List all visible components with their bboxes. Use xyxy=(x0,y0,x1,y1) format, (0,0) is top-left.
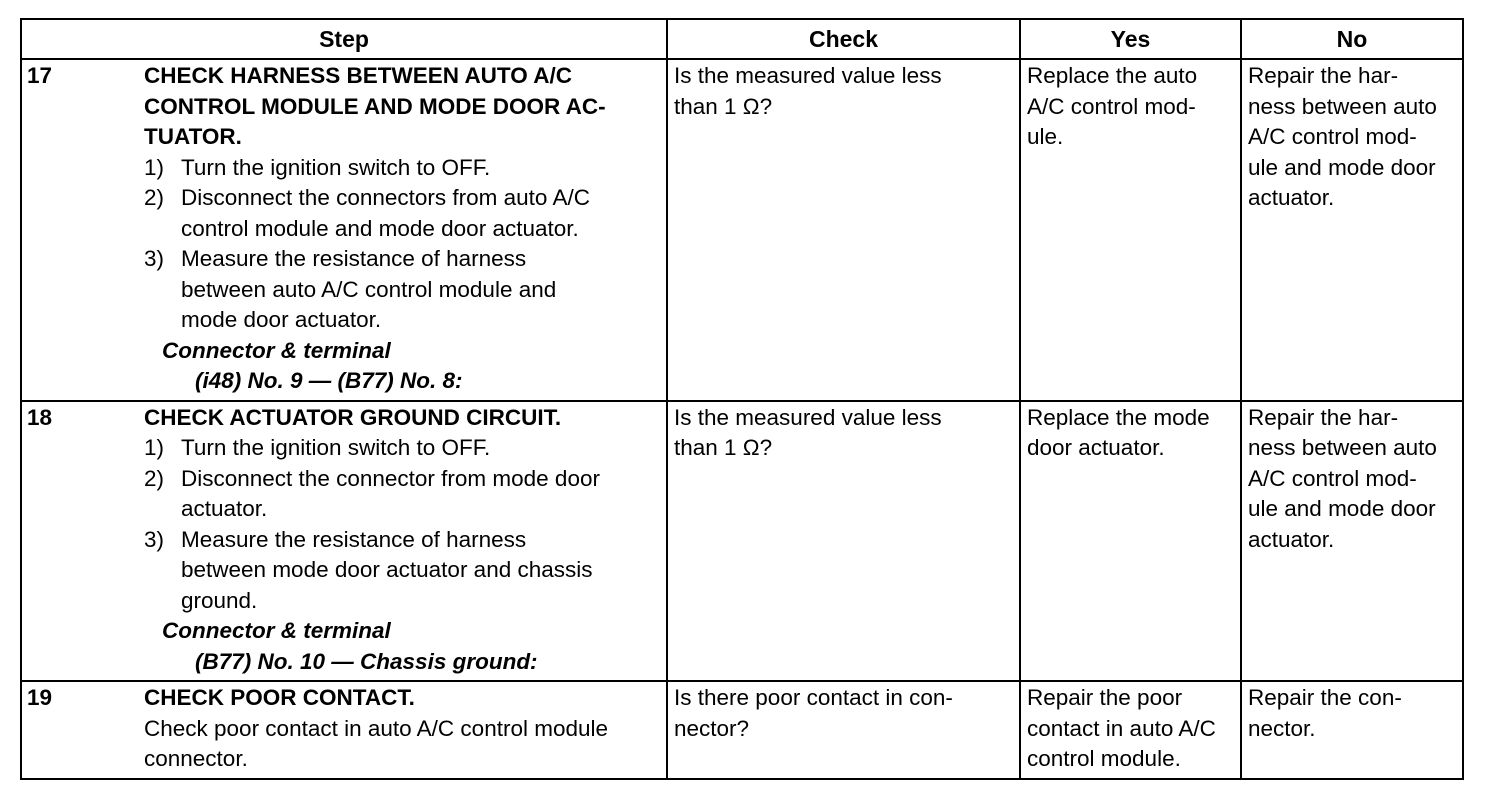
step-title-line: TUATOR. xyxy=(144,124,242,149)
substep-line: Measure the resistance of harness xyxy=(181,526,527,552)
yes-line: Replace the mode xyxy=(1027,404,1210,430)
substep-text xyxy=(181,464,662,525)
header-step: Step xyxy=(21,19,667,59)
no-cell-content xyxy=(1242,402,1462,559)
yes-line: contact in auto A/C xyxy=(1027,715,1216,741)
substep-text xyxy=(181,244,662,336)
substep xyxy=(144,464,662,525)
step-content xyxy=(144,60,666,400)
substep xyxy=(144,433,662,464)
substep-line: between auto A/C control module and xyxy=(181,276,557,302)
no-cell-content xyxy=(1242,682,1462,747)
check-cell-content xyxy=(668,60,1019,125)
substep-text xyxy=(181,183,662,244)
substep-line: Measure the resistance of harness xyxy=(181,246,527,271)
yes-cell xyxy=(1020,681,1241,779)
substep-number: 3) xyxy=(144,526,165,552)
step-body-line: Check poor contact in auto A/C control module xyxy=(144,715,609,741)
yes-line: A/C control mod- xyxy=(1027,93,1196,119)
step-title-line: CHECK HARNESS BETWEEN AUTO A/C xyxy=(144,63,572,88)
table-row xyxy=(21,59,1463,401)
no-cell xyxy=(1241,401,1463,682)
no-line: actuator. xyxy=(1248,185,1335,210)
step-number: 18 xyxy=(27,404,53,430)
check-cell xyxy=(667,401,1020,682)
substep xyxy=(144,153,662,184)
check-line: than 1 Ω? xyxy=(674,435,773,460)
table-row xyxy=(21,401,1463,682)
no-line: Repair the con- xyxy=(1248,685,1402,710)
step-number: 17 xyxy=(27,63,53,88)
yes-cell xyxy=(1020,59,1241,401)
substep-number: 1) xyxy=(144,154,165,180)
yes-line: Replace the auto xyxy=(1027,63,1198,88)
check-line: Is the measured value less xyxy=(674,404,942,430)
step-content xyxy=(144,402,666,681)
substep-line: mode door actuator. xyxy=(181,307,382,332)
step-body-line: connector. xyxy=(144,746,248,771)
header-row xyxy=(21,19,1463,59)
yes-line: door actuator. xyxy=(1027,435,1165,460)
substep-line: actuator. xyxy=(181,496,268,521)
no-line: ule and mode door xyxy=(1248,496,1436,521)
yes-cell-content xyxy=(1021,402,1240,467)
substep-line: Turn the ignition switch to OFF. xyxy=(181,435,491,460)
check-line: Is the measured value less xyxy=(674,63,942,88)
step-title-line: CHECK ACTUATOR GROUND CIRCUIT. xyxy=(144,404,562,430)
check-cell xyxy=(667,681,1020,779)
yes-line: Repair the poor xyxy=(1027,685,1183,710)
no-line: ness between auto xyxy=(1248,93,1437,119)
substep-line: Disconnect the connector from mode door xyxy=(181,465,600,491)
no-line: ness between auto xyxy=(1248,435,1437,460)
table-row xyxy=(21,681,1463,779)
substep xyxy=(144,244,662,336)
step-number: 19 xyxy=(27,685,53,710)
step-content xyxy=(144,682,666,778)
connector-label: Connector & terminal xyxy=(162,618,391,643)
step-title-line: CHECK POOR CONTACT. xyxy=(144,685,415,710)
yes-cell xyxy=(1020,401,1241,682)
no-cell xyxy=(1241,681,1463,779)
yes-line: control module. xyxy=(1027,746,1181,771)
substep-line: control module and mode door actuator. xyxy=(181,215,579,241)
connector-label: Connector & terminal xyxy=(162,337,391,363)
no-line: A/C control mod- xyxy=(1248,124,1417,149)
substep-line: between mode door actuator and chassis xyxy=(181,557,593,582)
no-cell xyxy=(1241,59,1463,401)
step-cell xyxy=(21,59,667,401)
substep-number: 2) xyxy=(144,185,165,210)
no-cell-content xyxy=(1242,60,1462,217)
check-line: Is there poor contact in con- xyxy=(674,685,953,710)
check-line: nector? xyxy=(674,715,750,741)
substep-line: Disconnect the connectors from auto A/C xyxy=(181,185,590,210)
no-line: actuator. xyxy=(1248,526,1335,552)
no-line: nector. xyxy=(1248,715,1316,741)
yes-cell-content xyxy=(1021,60,1240,156)
step-cell xyxy=(21,681,667,779)
yes-line: ule. xyxy=(1027,124,1064,149)
substep-number: 2) xyxy=(144,465,165,491)
no-line: Repair the har- xyxy=(1248,404,1399,430)
yes-cell-content xyxy=(1021,682,1240,778)
header-yes: Yes xyxy=(1020,19,1241,59)
no-line: Repair the har- xyxy=(1248,63,1399,88)
substep-text xyxy=(181,433,662,464)
no-line: A/C control mod- xyxy=(1248,465,1417,491)
connector-value: (i48) No. 9 — (B77) No. 8: xyxy=(195,368,463,393)
step-cell xyxy=(21,401,667,682)
check-line: than 1 Ω? xyxy=(674,93,773,119)
check-cell xyxy=(667,59,1020,401)
substep-number: 1) xyxy=(144,435,165,460)
substep-line: Turn the ignition switch to OFF. xyxy=(181,154,491,180)
step-title-line: CONTROL MODULE AND MODE DOOR AC- xyxy=(144,93,606,119)
substep xyxy=(144,525,662,617)
substep-text xyxy=(181,153,662,184)
check-cell-content xyxy=(668,682,1019,747)
header-no: No xyxy=(1241,19,1463,59)
substep-text xyxy=(181,525,662,617)
check-cell-content xyxy=(668,402,1019,467)
diagnostic-table xyxy=(20,18,1464,780)
substep-line: ground. xyxy=(181,587,258,613)
substep xyxy=(144,183,662,244)
connector-value: (B77) No. 10 — Chassis ground: xyxy=(195,648,538,674)
substep-number: 3) xyxy=(144,246,165,271)
header-check: Check xyxy=(667,19,1020,59)
no-line: ule and mode door xyxy=(1248,154,1436,180)
